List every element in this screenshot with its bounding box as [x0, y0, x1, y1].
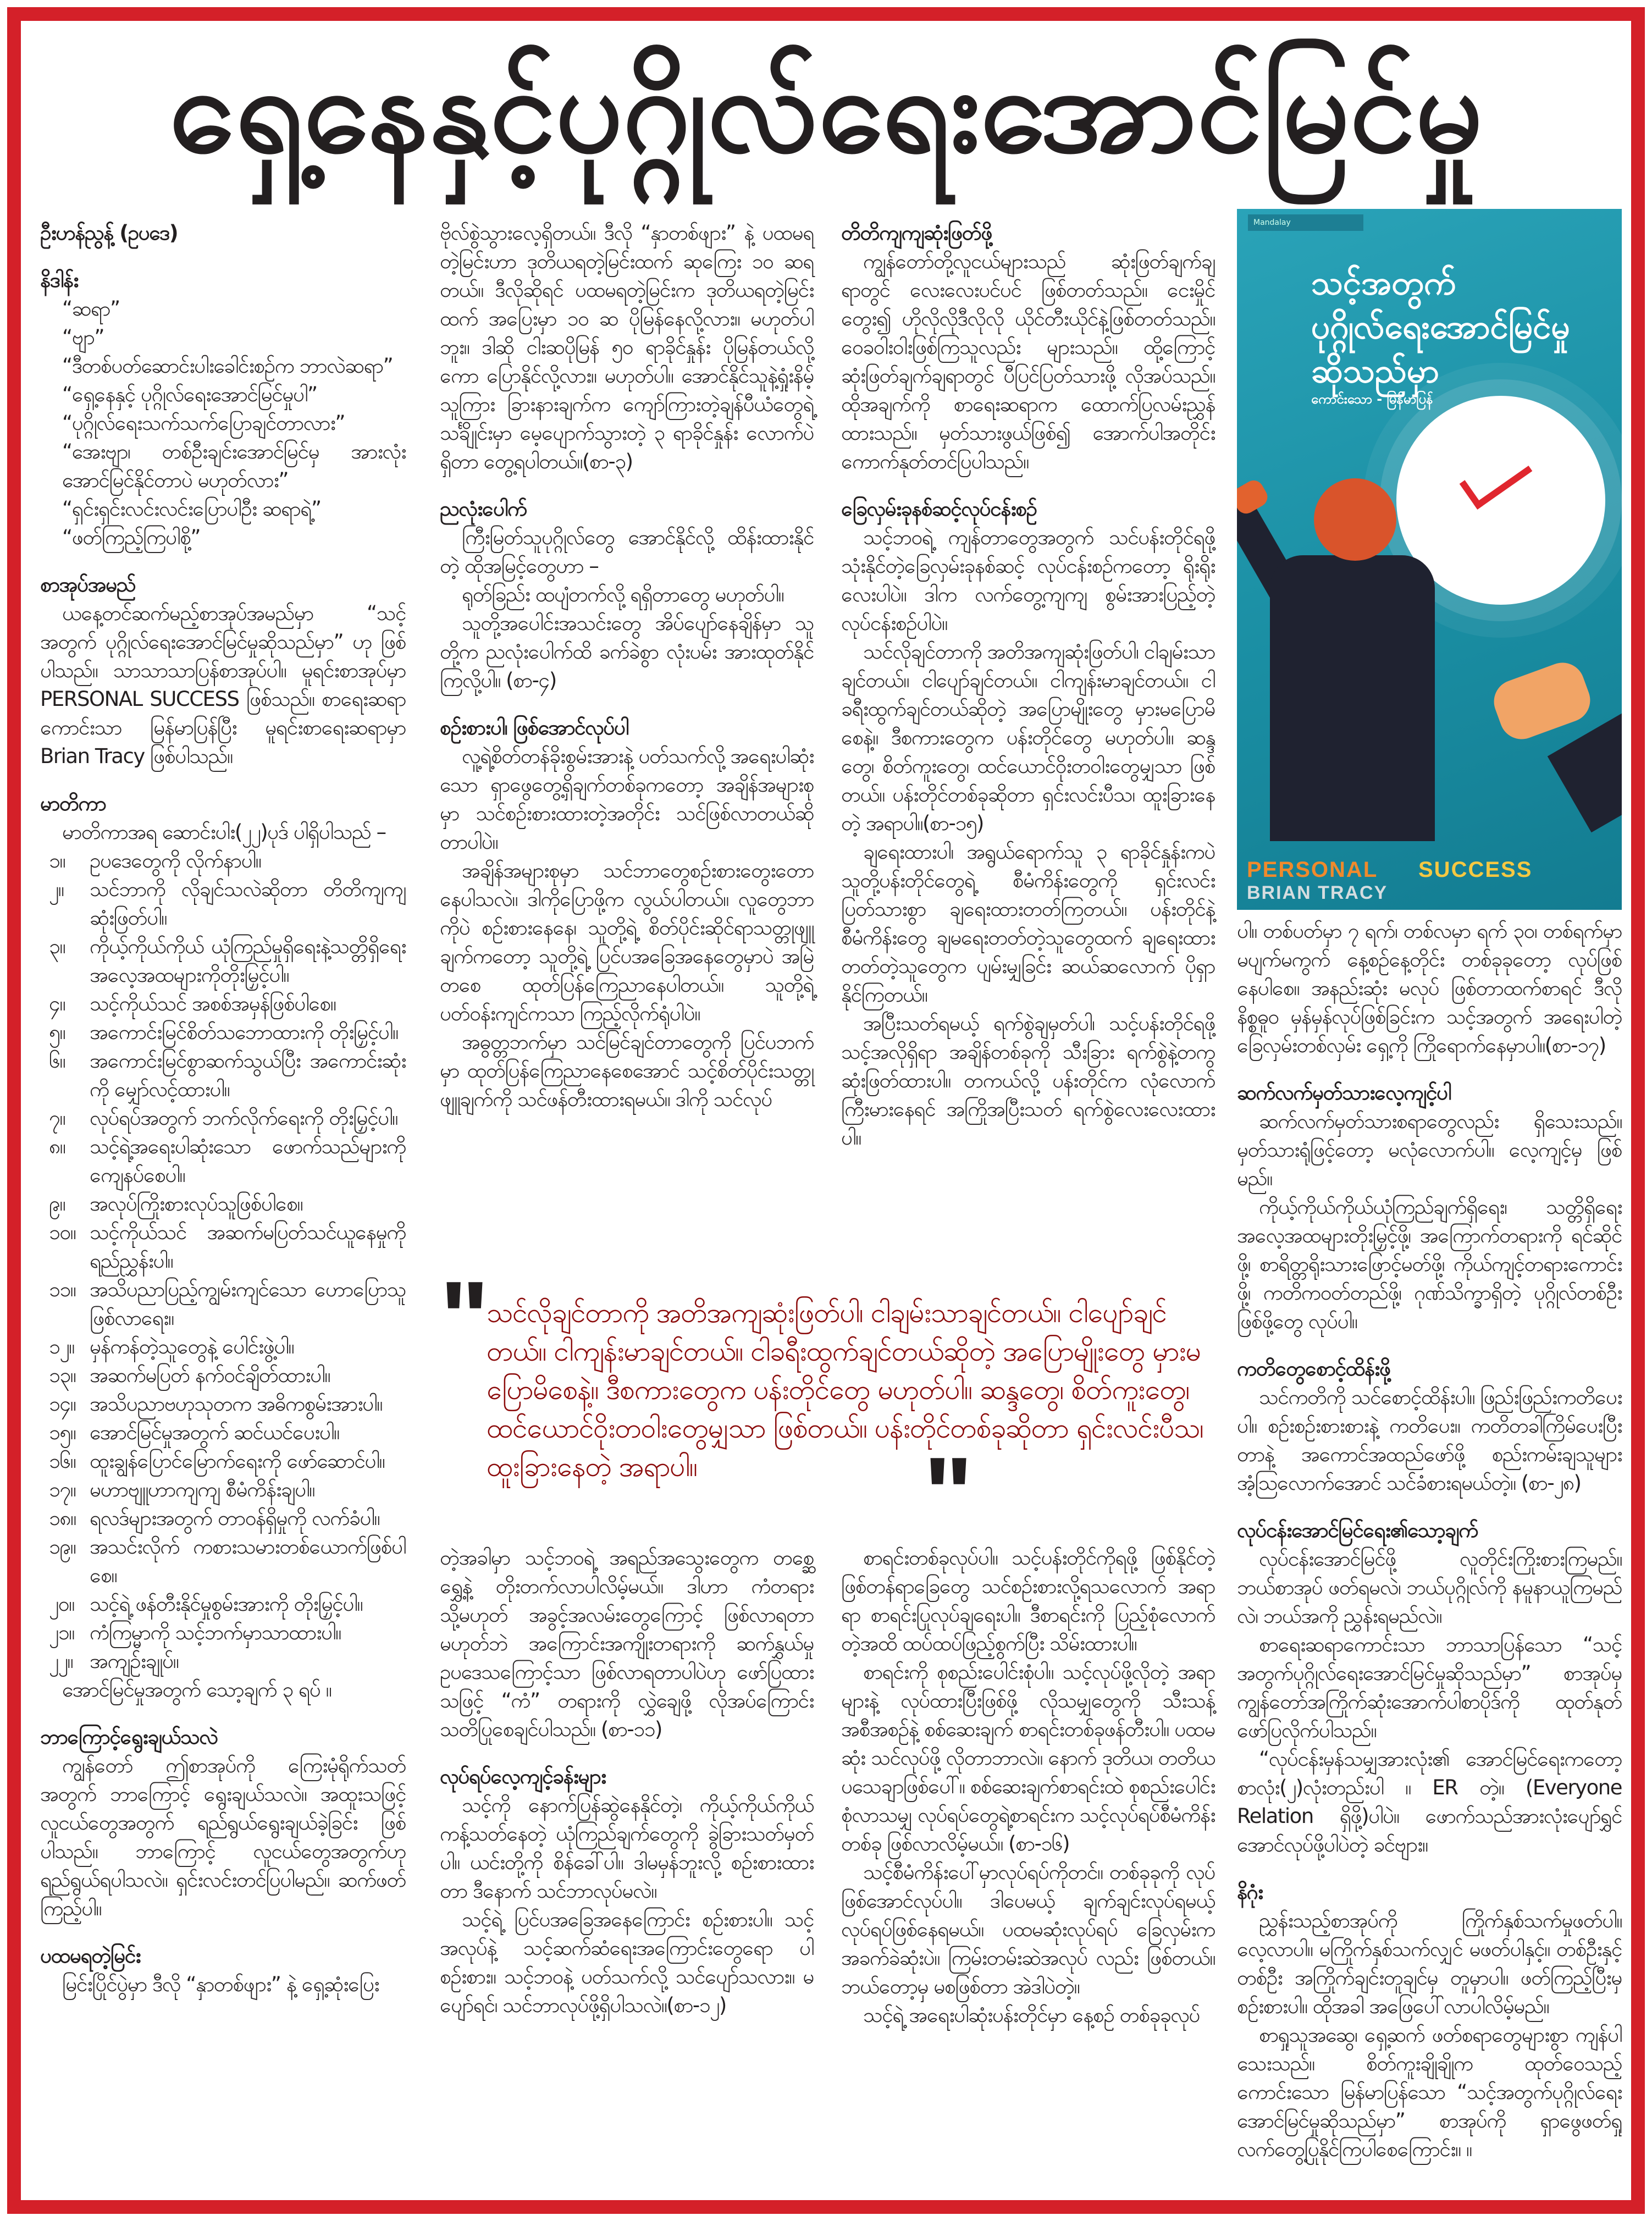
section-heading: တိတိကျကျဆုံးဖြတ်ဖို့	[841, 221, 992, 245]
paragraph: သင်ကတိကို သင်စောင့်ထိန်းပါ။ ဖြည်းဖြည်းကတိပေးပါ။ စဉ်းစဉ်းစားစားနဲ့ ကတိပေး။ ကတိတခါကြိမ်ပေးပြီးတာနဲ့ အကောင်အထည်ဖော်ဖို့ စည်းကမ်းချသူများ အံ့ဩလောက်အောင် သင်ခံစားရမယ်တဲ့။ (စာ-၂၈)	[1237, 1385, 1622, 1495]
paragraph: ကိုယ့်ကိုယ်ကိုယ်ယုံကြည်ချက်ရှိရေး၊ သတ္တိရှိရေး အလေ့အထများတိုးမြှင့်ဖို့၊ အကြောက်တရားကို ရင်ဆိုင်ဖို့၊ စာရိတ္တရိုးသားဖြောင့်မတ်ဖို့၊ ကိုယ်ကျင့်တရားကောင်းဖို့၊ ကတိကဝတ်တည်ဖို့၊ ဂုဏ်သိက္ခာရှိတဲ့ ပုဂ္ဂိုလ်တစ်ဦးဖြစ်ဖို့တွေ လုပ်ပါ။	[1237, 1195, 1622, 1333]
contents-list-item	[40, 1018, 406, 1047]
contents-list-item	[40, 847, 406, 875]
author-byline: ဦးဟန်ညွန့် (ဥပဒေ)	[40, 221, 178, 245]
contents-list-item	[40, 875, 406, 932]
contents-list-item	[40, 1418, 406, 1447]
section-heading: မာတိကာ	[40, 792, 106, 815]
list-text: အသိပညာပြည့်ကျွမ်းကျင်သော ဟောပြောသူဖြစ်လာရေး။	[90, 1278, 406, 1330]
list-number: ၁၆။	[49, 1449, 76, 1473]
list-text: မှန်ကန်တဲ့သူတွေနဲ့ ပေါင်းဖွဲ့ပါ။	[90, 1335, 294, 1358]
section-heading: စာအုပ်အမည်	[40, 573, 136, 596]
book-en-title-success: SUCCESS	[1418, 858, 1533, 882]
list-number: ၅။	[49, 1020, 65, 1044]
column-3-top	[841, 219, 1215, 1152]
paragraph: ရုတ်ခြည်း ထပျံတက်လို့ ရရှိတာတွေ မဟုတ်ပါ။	[462, 583, 784, 606]
paragraph: အဓွတ္တဘက်မှာ သင်မြင်ချင်တာတွေကို ပြင်ပဘက်မှာ ထုတ်ပြန်ကြေညာနေစေအောင် သင့်စိတ်ပိုင်းသတ္တုဖျူချက်ကို သင်ဖန်တီးထားရမယ်။ ဒါကို သင်လုပ်	[440, 1030, 814, 1111]
dialogue-line: “ပုဂ္ဂိုလ်ရေးသက်သက်ပြောချင်တာလား”	[62, 411, 345, 435]
list-text: အကောင်းမြင်စိတ်သဘောထားကို တိုးမြှင့်ပါ။	[90, 1020, 398, 1044]
paragraph: မာတိကာအရ ဆောင်းပါး(၂၂)ပုဒ် ပါရှိပါသည် –	[62, 820, 386, 844]
paragraph: သင့်ဘဝရဲ့ ကျန်တာတွေအတွက် သင်ပန်းတိုင်ရဖို့သုံးနိုင်တဲ့ခြေလှမ်းခုနစ်ဆင့် လုပ်ငန်းစဉ်ကတော့ ရိုးရိုးလေးပါပဲ။ ဒါက လက်တွေ့ကျကျ စွမ်းအားပြည့်တဲ့ လုပ်ငန်းစဉ်ပါပဲ။	[841, 526, 1215, 635]
checkmark-icon	[1460, 445, 1533, 510]
list-number: ၁၇။	[49, 1478, 76, 1501]
book-title-line: ပုဂ္ဂိုလ်ရေးအောင်မြင်မှု	[1311, 308, 1570, 346]
column-2-bottom	[440, 1544, 814, 2020]
palm	[1488, 656, 1596, 745]
section-heading: နိဒါန်း	[40, 268, 78, 292]
list-text: အလုပ်ကြိုးစားလုပ်သူဖြစ်ပါစေ။	[90, 1192, 303, 1216]
pull-quote-text: သင်လိုချင်တာကို အတိအကျဆုံးဖြတ်ပါ၊ ငါချမ်းသာချင်တယ်။ ငါပျော်ချင်တယ်။ ငါကျန်းမာချင်တယ်။ ငါခရီးထွက်ချင်တယ်ဆိုတဲ့ အပြောမျိုးတွေ မှားမပြောမိစေနဲ့။ ဒီစကားတွေက ပန်းတိုင်တွေ မဟုတ်ပါ။ ဆန္ဒတွေ၊ စိတ်ကူးတွေ၊ ထင်ယောင်ဝိုးတဝါးတွေမျှသာ ဖြစ်တယ်။ ပန်းတိုင်တစ်ခုဆိုတာ ရှင်းလင်းပီသ၊ ထူးခြားနေတဲ့ အရာပါ။	[487, 1297, 1203, 1483]
list-text: မဟာဗျူဟာကျကျ စီမံကိန်းချပါ။	[90, 1478, 314, 1501]
list-text: ရလဒ်များအတွက် တာဝန်ရှိမှုကို လက်ခံပါ။	[90, 1506, 380, 1530]
contents-list-item	[40, 1333, 406, 1361]
dialogue-line: “ရှေ့နေနှင့် ပုဂ္ဂိုလ်ရေးအောင်မြင်မှုပါ”	[62, 383, 317, 406]
contents-list-item	[40, 1390, 406, 1418]
fist	[1237, 477, 1271, 517]
column-4	[1237, 917, 1622, 2164]
paragraph: “လုပ်ငန်းမှန်သမျှအားလုံး၏ အောင်မြင်ရေးကတော့ စာလုံး(၂)လုံးတည်းပါ ။ ER တဲ့။ (Everyone Relation ရှိဖို့)ပါပဲ။ ဖောက်သည်အားလုံးပျော်ရွှင်အောင်လုပ်ဖို့ပါပဲတဲ့ ခင်ဗျား။	[1237, 1747, 1622, 1857]
section-heading: လုပ်ငန်းအောင်မြင်ရေး၏သော့ချက်	[1237, 1518, 1478, 1542]
book-publisher-label: Mandalay	[1248, 214, 1363, 231]
paragraph: အချိန်အများစုမှာ သင်ဘာတွေစဉ်းစားတွေးတောနေပါသလဲ။ ဒါကိုပြောဖို့က လွယ်ပါတယ်။ လူတွေဘာကိုပဲ စဉ်းစားနေနေ၊ သူတို့ရဲ့ စိတ်ပိုင်းဆိုင်ရာသတ္တုဖျူချက်ကတော့ သူတို့ရဲ့ ပြင်ပအခြေအနေတွေမှာပဲ အမြဲတစေ ထုတ်ပြန်ကြေညာနေပါတယ်။ သူတို့ရဲ့ ပတ်ဝန်းကျင်ကသာ ကြည့်လိုက်ရုံပါပဲ။	[440, 859, 814, 1025]
contents-list-item	[40, 1447, 406, 1476]
contents-list-item	[40, 1275, 406, 1333]
dialogue-line: အောင်မြင်မှုအတွက် သော့ချက် ၃ ရပ် ။	[62, 1678, 331, 1701]
paragraph-continued: ဗိုလ်စွဲသွားလေ့ရှိတယ်။ ဒီလို “နှာတစ်ဖျား” နဲ့ ပထမရတဲ့မြင်းဟာ ဒုတိယရတဲ့မြင်းထက် ဆုကြေး ၁၀ ဆရတယ်။ ဒီလိုဆိုရင် ပထမရတဲ့မြင်းက ဒုတိယရတဲ့မြင်းထက် အပြေးမှာ ၁၀ ဆ ပိုမြန်နေလို့လား။ မဟုတ်ပါဘူး။ ဒါဆို ငါးဆပိုမြန် ၅၀ ရာခိုင်နှုန်း ပိုမြန်တယ်လို့ကော ပြောနိုင်လို့လား။ မဟုတ်ပါ။ အောင်နိုင်သူနဲ့ရှုံးနိမ့်သူကြား ခြားနားချက်က ကျော်ကြားတဲ့ချန်ပီယံတွေရဲ့ သင်္ချိုင်းမှာ မေ့ပျောက်သွားတဲ့ ၃ ရာခိုင်နှုန်း လောက်ပဲရှိတာ တွေ့ရပါတယ်။(စာ-၃)	[440, 221, 814, 473]
list-number: ၁၄။	[49, 1392, 76, 1416]
paragraph: သင့်ရဲ့ ပြင်ပအခြေအနေကြောင်း စဉ်းစားပါ။ သင့်အလုပ်နဲ့ သင့်ဆက်ဆံရေးအကြောင်းတွေရော ပါ စဉ်းစား။ သင့်ဘဝနဲ့ ပတ်သက်လို့ သင်ပျော်သလား။ မပျော်ရင်၊ သင်ဘာလုပ်ဖို့ရှိပါသလဲ။(စာ-၁၂)	[440, 1908, 814, 2017]
column-2-top	[440, 219, 814, 1114]
contents-list-item	[40, 1218, 406, 1275]
contents-list-item	[40, 1104, 406, 1132]
list-text: သင့်ကိုယ်သင် အစစ်အမှန်ဖြစ်ပါစေ။	[90, 992, 336, 1015]
book-en-author: BRIAN TRACY	[1247, 882, 1388, 903]
list-text: သင့်ကိုယ်သင် အဆက်မပြတ်သင်ယူနေမှုကို ရည်ညွှန်းပါ။	[90, 1220, 406, 1273]
book-cover-image	[1237, 209, 1622, 910]
list-number: ၇။	[49, 1106, 65, 1130]
man-head	[1314, 478, 1396, 561]
list-text: အကျဉ်းချုပ်။	[90, 1649, 179, 1673]
paragraph: ကျွန်တော် ဤစာအုပ်ကို ကြေးမုံရိုက်သတ်အတွက် ဘာကြောင့် ရွေးချယ်သလဲ။ အထူးသဖြင့် လူငယ်တွေအတွက် ရည်ရွယ်ရွေးချယ်ခဲ့ခြင်း ဖြစ်ပါသည်။ ဘာကြောင့် လူငယ်တွေအတွက်ဟု ရည်ရွယ်ရပါသလဲ။ ရှင်းလင်းတင်ပြပါမည်။ ဆက်ဖတ်ကြည့်ပါ။	[40, 1754, 406, 1920]
paragraph: စာရှုသူအဆွေ၊ ရှေ့ဆက် ဖတ်စရာတွေများစွာ ကျန်ပါသေးသည်။ စိတ်ကူးချိုချိုက ထုတ်ဝေသည့် ကောင်းသော မြန်မာပြန်သော “သင့်အတွက်ပုဂ္ဂိုလ်ရေးအောင်မြင်မှုဆိုသည်မှာ” စာအုပ်ကို ရှာဖွေဖတ်ရှုလက်တွေ့ပြုနိုင်ကြပါစေကြောင်း။ ။	[1237, 2023, 1622, 2161]
paragraph: လူ့ရဲ့စိတ်တန်ခိုးစွမ်းအားနဲ့ ပတ်သက်လို့ အရေးပါဆုံးသော ရှာဖွေတွေ့ရှိချက်တစ်ခုကတော့ အချိန်အများစုမှာ သင်စဉ်းစားထားတဲ့အတိုင်း သင်ဖြစ်လာတယ်ဆိုတာပါပဲ။	[440, 744, 814, 854]
hand-illustration	[1479, 660, 1622, 786]
contents-list-item	[40, 1361, 406, 1390]
paragraph: စာရေးဆရာကောင်းသာ ဘာသာပြန်သော “သင့်အတွက်ပုဂ္ဂိုလ်ရေးအောင်မြင်မှုဆိုသည်မှာ” စာအုပ်မှ ကျွန်တော်အကြိုက်ဆုံးအောက်ပါစာပိုဒ်ကို ထုတ်နုတ်ဖော်ပြလိုက်ပါသည်။	[1237, 1633, 1622, 1742]
paragraph: လုပ်ငန်းအောင်မြင်ဖို့ လူတိုင်းကြိုးစားကြမည်။ ဘယ်စာအုပ် ဖတ်ရမလဲ၊ ဘယ်ပုဂ္ဂိုလ်ကို နမူနာယူကြမည်လဲ၊ ဘယ်အကို ညွှန်းရမည်လဲ။	[1237, 1547, 1622, 1628]
list-text: အသင်းလိုက် ကစားသမားတစ်ယောက်ဖြစ်ပါစေ။	[90, 1535, 406, 1587]
contents-list-item	[40, 1504, 406, 1533]
list-number: ၁၅။	[49, 1421, 76, 1444]
list-text: ကိုယ့်ကိုယ်ကိုယ် ယုံကြည်မှုရှိရေးနဲ့သတ္တိရှိရေး အလေ့အထများကိုတိုးမြှင့်ပါ။	[90, 935, 406, 987]
list-number: ၂၁။	[49, 1621, 74, 1644]
list-number: ၁၉။	[49, 1535, 76, 1559]
paragraph: မြင်းပြိုင်ပွဲမှာ ဒီလို “နှာတစ်ဖျား” နဲ့ ရှေ့ဆုံးပြေး	[62, 1973, 379, 1996]
list-number: ၁၂။	[49, 1335, 74, 1358]
man-illustration	[1237, 467, 1468, 863]
column-1	[40, 219, 406, 1999]
list-number: ၆။	[49, 1049, 65, 1073]
contents-list-item	[40, 1132, 406, 1190]
list-number: ၁၃။	[49, 1363, 76, 1387]
paragraph: ယနေ့တင်ဆက်မည့်စာအုပ်အမည်မှာ “သင့်အတွက် ပုဂ္ဂိုလ်ရေးအောင်မြင်မှုဆိုသည်မှာ” ဟု ဖြစ်ပါသည်။ သာသာသာပြန်စာအုပ်ပါ။ မူရင်းစာအုပ်မှာ PERSONAL SUCCESS ဖြစ်သည်။ စာရေးဆရာကောင်းသာ မြန်မာပြန်ပြီး မူရင်းစာရေးဆရာမှာ Brian Tracy ဖြစ်ပါသည်။	[40, 601, 406, 768]
list-number: ၈။	[49, 1135, 65, 1158]
section-heading: ဆက်လက်မှတ်သားလေ့ကျင့်ပါ	[1237, 1081, 1451, 1104]
paragraph: သင့်စီမံကိန်းပေါ်မှာလုပ်ရပ်ကိုတင်။ တစ်ခုခုကို လုပ်ဖြစ်အောင်လုပ်ပါ။ ဒါပေမယ့် ချက်ချင်းလုပ်ရမယ့် လုပ်ရပ်ဖြစ်နေရမယ်။ ပထမဆုံးလုပ်ရပ် ခြေလှမ်းက အခက်ခဲဆုံးပဲ။ ကြမ်းတမ်းဆဲအလုပ် လည်း ဖြစ်တယ်။ ဘယ်တော့မှ မစဖြစ်တာ အဲဒါပဲတဲ့။	[841, 1860, 1215, 1998]
dialogue-line: “ဒီတစ်ပတ်ဆောင်းပါးခေါင်းစဉ်က ဘာလဲဆရာ”	[62, 354, 393, 378]
paragraph: ညွှန်းသည့်စာအုပ်ကို ကြိုက်နှစ်သက်မှုဖတ်ပါ။ လေ့လာပါ။ မကြိုက်နှစ်သက်လျှင် မဖတ်ပါနှင့်။ တစ်ဦးနှင့်တစ်ဦး အကြိုက်ချင်းတူချင်မှ တူမှာပါ။ ဖတ်ကြည့်ပြီးမှ စဉ်းစားပါ။ ထိုအခါ အဖြေပေါ်လာပါလိမ့်မည်။	[1237, 1909, 1622, 2018]
paragraph: ဆက်လက်မှတ်သားစရာတွေလည်း ရှိသေးသည်။ မှတ်သားရုံဖြင့်တော့ မလုံလောက်ပါ။ လေ့ကျင့်မှ ဖြစ်မည်။	[1237, 1109, 1622, 1190]
close-quote-mark: "	[924, 1436, 974, 1553]
contents-list-item	[40, 1047, 406, 1104]
contents-list-item	[40, 1533, 406, 1590]
section-heading: လုပ်ရပ်လေ့ကျင့်ခန်းများ	[440, 1765, 606, 1788]
contents-list-item	[40, 1647, 406, 1676]
list-number: ၄။	[49, 992, 65, 1015]
paragraph: သင့်ကို နောက်ပြန်ဆွဲနေနိုင်တဲ့၊ ကိုယ့်ကိုယ်ကိုယ်ကန့်သတ်နေတဲ့ ယုံကြည်ချက်တွေကို ခွဲခြားသတ်မှတ်ပါ။ ယင်းတို့ကို စိန်ခေါ်ပါ။ ဒါမမှန်ဘူးလို့ စဉ်းစားထားတာ ဒီနောက် သင်ဘာလုပ်မလဲ။	[440, 1793, 814, 1903]
list-text: အသိပညာဗဟုသုတက အဓိကစွမ်းအားပါ။	[90, 1392, 382, 1416]
section-heading: ပထမရတဲ့မြင်း	[40, 1944, 141, 1968]
list-text: ဥပဒေတွေကို လိုက်နာပါ။	[90, 849, 261, 872]
dialogue-line: “ဗျာ”	[62, 325, 104, 349]
contents-list-item	[40, 1590, 406, 1618]
list-number: ၉။	[49, 1192, 65, 1216]
list-text: သင်ဘာကို လိုချင်သလဲဆိုတာ တိတိကျကျ ဆုံးဖြတ်ပါ။	[90, 877, 406, 930]
article-title: ရှေ့နေနှင့်ပုဂ္ဂိုလ်ရေးအောင်မြင်မှု	[169, 41, 1483, 179]
book-en-title-personal: PERSONAL	[1247, 858, 1378, 882]
list-text: အဆက်မပြတ် နက်ဝင်ချိတ်ထားပါ။	[90, 1363, 330, 1387]
man-body	[1270, 555, 1435, 841]
book-title-line: ဆိုသည်မှာ	[1311, 352, 1439, 390]
paragraph: သင်လိုချင်တာကို အတိအကျဆုံးဖြတ်ပါ၊ ငါချမ်းသာချင်တယ်။ ငါပျော်ချင်တယ်။ ငါကျန်းမာချင်တယ်။ ငါခရီးထွက်ချင်တယ်ဆိုတဲ့ အပြောမျိုးတွေ မှားမပြောမိစေနဲ့။ ဒီစကားတွေက ပန်းတိုင်တွေ မဟုတ်ပါ။ ဆန္ဒတွေ၊ စိတ်ကူးတွေ၊ ထင်ယောင်ဝိုးတဝါးတွေမျှသာ ဖြစ်တယ်။ ပန်းတိုင်တစ်ခုဆိုတာ ရှင်းလင်းပီသ၊ ထူးခြားနေတဲ့ အရာပါ။(စာ-၁၅)	[841, 640, 1215, 835]
list-number: ၂၂။	[49, 1649, 73, 1673]
pull-quote	[440, 1260, 1215, 1553]
book-translator: ကောင်းသော - မြန်မာပြန်	[1311, 391, 1433, 407]
list-number: ၂၀။	[49, 1592, 74, 1616]
contents-list-item	[40, 1618, 406, 1647]
paragraph: သူတို့အပေါင်းအသင်းတွေ အိပ်ပျော်နေချိန်မှာ သူတို့က ညလုံးပေါက်ထိ ခက်ခဲစွာ လုံးပမ်း အားထုတ်နိုင်ကြလို့ပါ။ (စာ-၄)	[440, 611, 814, 692]
list-number: ၁၈။	[49, 1506, 76, 1530]
contents-list-item	[40, 932, 406, 990]
paragraph-continued: တဲ့အခါမှာ သင့်ဘဝရဲ့ အရည်အသွေးတွေက တစ္ဆေ ရွှေ့နဲ့ တိုးတက်လာပါလိမ့်မယ်။ ဒါဟာ ကံတရား သို့မဟုတ် အခွင့်အလမ်းတွေကြောင့် ဖြစ်လာရတာ မဟုတ်ဘဲ အကြောင်းအကျိုးတရားကို ဆက်နွှယ်မှု ဥပဒေသကြောင့်သာ ဖြစ်လာရတာပါပဲဟု ဖော်ပြထားသဖြင့် “ကံ” တရားကို လွှဲချေဖို့ လိုအပ်ကြောင်း သတိပြုစေချင်ပါသည်။ (စာ-၁၁)	[440, 1546, 814, 1741]
dialogue-line: “ဖတ်ကြည့်ကြပါစို့”	[62, 526, 201, 549]
section-heading: ခြေလှမ်းခုနစ်ဆင့်လုပ်ငန်းစဉ်	[841, 497, 1037, 521]
paragraph: သင့်ရဲ့ အရေးပါဆုံးပန်းတိုင်မှာ နေ့စဉ် တစ်ခုခုလုပ်	[863, 2003, 1200, 2027]
book-title-line: သင့်အတွက်	[1311, 264, 1456, 302]
contents-list-item	[40, 990, 406, 1018]
list-text: အကောင်းမြင်စွာဆက်သွယ်ပြီး အကောင်းဆုံးကို မျှော်လင့်ထားပါ။	[90, 1049, 406, 1101]
list-number: ၂။	[49, 877, 64, 901]
section-heading: နိဂုံး	[1237, 1880, 1263, 1904]
column-3-bottom	[841, 1544, 1215, 2030]
list-number: ၃။	[49, 935, 65, 958]
section-heading: စဉ်းစားပါ၊ ဖြစ်အောင်လုပ်ပါ	[440, 716, 628, 739]
paragraph-continued: ပါ။ တစ်ပတ်မှာ ၇ ရက်၊ တစ်လမှာ ရက် ၃၀၊ တစ်ရက်မှာ မပျက်မကွက် နေ့စဉ်နေ့တိုင်း တစ်ခုခုတော့ လုပ်ဖြစ်နေပါစေ။ အနည်းဆုံး မလုပ် ဖြစ်တာထက်စာရင် ဒီလို နိစ္စဓူဝ မှန်မှန်လုပ်ဖြစ်ခြင်းက သင့်အတွက် အရေးပါတဲ့ ခြေလှမ်းတစ်လှမ်း ရှေ့ကို ကြိုရောက်နေမှာပါ။(စာ-၁၇)	[1237, 919, 1622, 1057]
paragraph: စာရင်းတစ်ခုလုပ်ပါ။ သင့်ပန်းတိုင်ကိုရဖို့ ဖြစ်နိုင်တဲ့ ဖြစ်တန်ရာခြေတွေ သင်စဉ်းစားလို့ရသလောက် အရာရာ စာရင်းပြုလုပ်ချရေးပါ။ ဒီစာရင်းကို ပြည့်စုံလောက်တဲ့အထိ ထပ်ထပ်ဖြည့်စွက်ပြီး သိမ်းထားပါ။	[841, 1546, 1215, 1655]
list-number: ၁။	[49, 849, 65, 872]
paragraph: ကျွန်တော်တို့လူငယ်များသည် ဆုံးဖြတ်ချက်ချရာတွင် လေးလေးပင်ပင် ဖြစ်တတ်သည်။ ငေးမှိုင်တွေး၍ ဟိုလိုလိုဒီလိုလို ယိုင်တီးယိုင်နဲ့ဖြစ်တတ်သည်။ ဝေခဝါးဝါးဖြစ်ကြသူလည်း များသည်။ ထို့ကြောင့် ဆုံးဖြတ်ချက်ချရာတွင် ပီပြင်ပြတ်သားဖို့ လိုအပ်သည်။ ထိုအချက်ကို စာရေးဆရာက ထောက်ပြလမ်းညွှန် ထားသည်။ မှတ်သားဖွယ်ဖြစ်၍ အောက်ပါအတိုင်း ကောက်နုတ်တင်ပြပါသည်။	[841, 250, 1215, 473]
section-heading: ဘာကြောင့်ရွေးချယ်သလဲ	[40, 1725, 218, 1749]
list-text: အောင်မြင်မှုအတွက် ဆင်ယင်ပေးပါ။	[90, 1421, 339, 1444]
open-quote-mark: "	[440, 1260, 490, 1377]
contents-list-item	[40, 1190, 406, 1218]
list-text: သင့်ရဲ့အရေးပါဆုံးသော ဖောက်သည်များကို ကျေနပ်စေပါ။	[90, 1135, 406, 1187]
paragraph: စာရင်းကို စုစည်းပေါင်းစုံပါ။ သင့်လုပ်ဖို့လိုတဲ့ အရာများနဲ့ လုပ်ထားပြီးဖြစ်ဖို့ လိုသမျှတွေကို သီးသန့် အစီအစဉ်နဲ့ စစ်ဆေးချက် စာရင်းတစ်ခုဖန်တီးပါ။ ပထမဆုံး သင်လုပ်ဖို့ လိုတာဘာလဲ။ နောက် ဒုတိယ၊ တတိယ ပသေချာဖြစ်ပေါ်။ စစ်ဆေးချက်စာရင်းထဲ စုစည်းပေါင်းစုံလာသမျှ လုပ်ရပ်တွေရဲ့စာရင်းက သင့်လုပ်ရပ်စီမံကိန်း တစ်ခု ဖြစ်လာလိမ့်မယ်။ (စာ-၁၆)	[841, 1660, 1215, 1855]
paragraph: ချရေးထားပါ၊ အရွယ်ရောက်သူ ၃ ရာခိုင်နှုန်းကပဲ သူတို့ပန်းတိုင်တွေရဲ့ စီမံကိန်းတွေကို ရှင်းလင်းပြတ်သားစွာ ချရေးထားတတ်ကြတယ်။ ပန်းတိုင်နဲ့စီမံကိန်းတွေ ချမရေးတတ်တဲ့သူတွေထက် ချရေးထားတတ်တဲ့သူတွေက ပျမ်းမျှခြင်း ဆယ်ဆလောက် ပိုရှာနိုင်ကြတယ်။	[841, 840, 1215, 1007]
dialogue-line: “ရှင်းရှင်းလင်းလင်းပြောပါဦး ဆရာရဲ့”	[62, 497, 321, 521]
list-text: ကံကြမ္မာကို သင့်ဘက်မှာသာထားပါ။	[90, 1621, 341, 1644]
book-cover-title	[1311, 261, 1570, 393]
dialogue-line: “ဆရာ”	[62, 297, 120, 321]
contents-list-item	[40, 1476, 406, 1504]
section-heading: ကတိတွေစောင့်ထိန်းဖို့	[1237, 1357, 1390, 1380]
paragraph: အပြီးသတ်ရမယ့် ရက်စွဲချမှတ်ပါ၊ သင့်ပန်းတိုင်ရဖို့ သင့်အလိုရှိရာ အချိန်တစ်ခုကို သီးခြား ရက်စွဲနဲ့တကွ ဆုံးဖြတ်ထားပါ။ တကယ်လို့ ပန်းတိုင်က လုံလောက်ကြီးမားနေရင် အကြိုအပြီးသတ် ရက်စွဲလေးလေးထားပါ။	[841, 1012, 1215, 1150]
list-number: ၁၁။	[49, 1278, 76, 1301]
dialogue-line: “အေးဗျာ၊ တစ်ဦးချင်းအောင်မြင်မှ အားလုံး အောင်မြင်နိုင်တာပဲ မဟုတ်လား”	[62, 440, 406, 492]
list-number: ၁၀။	[49, 1220, 76, 1244]
list-text: ထူးချွန်ပြောင်မြောက်ရေးကို ဖော်ဆောင်ပါ။	[90, 1449, 385, 1473]
paragraph: ကြီးမြတ်သူပုဂ္ဂိုလ်တွေ အောင်နိုင်လို့ ထိန်းထားနိုင်တဲ့ ထိုအမြင့်တွေဟာ –	[440, 526, 814, 578]
section-heading: ညလုံးပေါက်	[440, 497, 527, 521]
list-text: လုပ်ရပ်အတွက် ဘက်လိုက်ရေးကို တိုးမြှင့်ပါ။	[90, 1106, 397, 1130]
list-text: သင့်ရဲ့ ဖန်တီးနိုင်မှုစွမ်းအားကို တိုးမြှင့်ပါ။	[90, 1592, 363, 1616]
